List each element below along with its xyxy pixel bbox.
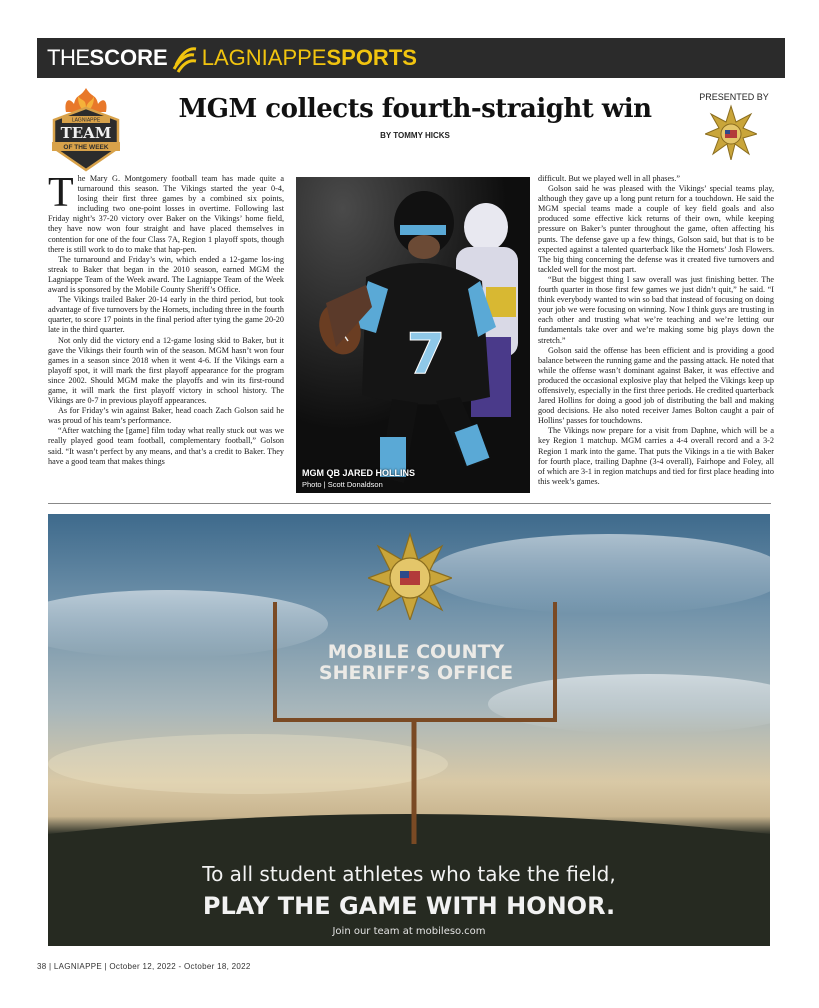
paragraph: The Vikings trailed Baker 20-14 early in the third period, but took advantage of five turnovers by the Hornets, including three in the fourth quarter, to score 17 points in the final period after tying the game 20-20 late in the third quarter. <box>48 295 285 335</box>
drop-cap: T <box>48 170 74 216</box>
jersey-number: 7 <box>406 322 446 387</box>
presented-by-label: PRESENTED BY <box>699 92 769 102</box>
article-column-2 <box>538 174 774 487</box>
photo-credit: Photo | Scott Donaldson <box>302 480 383 489</box>
banner-sports: SPORTS <box>326 45 417 70</box>
article-column-1 <box>48 170 285 467</box>
paragraph: The Mary G. Montgomery football team has made quite a turnaround this season. The Vikings started the year 0-4, losing their first three games by a combined six points, including two one-point losses in overtime. Following last Friday night’s 37-20 victory over Baker on the Vikings’ home field, they have now won four straight and have placed themselves in contention for one of the four Class 7A, Region 1 playoff spots, though there is still work to do to make that hap-pen. <box>48 170 284 254</box>
sheriff-star-icon <box>705 104 757 160</box>
ad-title: MOBILE COUNTY SHERIFF’S OFFICE <box>318 641 514 684</box>
paragraph: difficult. But we played well in all phases.” <box>538 174 680 183</box>
paragraph: The turnaround and Friday’s win, which ended a 12-game los-ing streak to Baker that began in the 2010 season, earned MGM the Lagniappe Team of the Week award. The Lagniappe Team of the Week award is sponsored by the Mobile County Sheriff’s Office. <box>48 254 284 295</box>
article-photo <box>296 177 530 493</box>
banner-lagniappe: LAGNIAPPE <box>201 45 327 70</box>
team-of-the-week-badge <box>46 86 126 172</box>
photo-caption: MGM QB JARED HOLLINS <box>302 468 416 478</box>
section-banner <box>37 38 785 78</box>
divider <box>48 503 771 504</box>
sheriff-office-ad <box>48 514 770 946</box>
paragraph: Not only did the victory end a 12-game losing skid to Baker, but it gave the Vikings their fourth win of the season. MGM hasn’t won four games in a season since 2018 when it went 4-6. If the Vikings earn a playoff spot, it will mark the first playoff appearance for the program since 2002. Should MGM make the playoffs and win its first-round game, it will mark the first playoff victory in school history. The Vikings are 0-7 in previous playoff appearances. <box>48 335 284 406</box>
badge-team-label: TEAM <box>60 124 112 142</box>
ad-tagline: To all student athletes who take the field, <box>202 862 616 886</box>
banner-the: THE <box>47 45 90 70</box>
page-footer: 38 | LAGNIAPPE | October 12, 2022 - October 18, 2022 <box>37 962 251 971</box>
paragraph: “After watching the [game] film today what really stuck out was we really played good team football, complementary football,” Golson said. “It wasn’t perfect by any means, and that’s a credit to Baker. They have a good team that makes things <box>48 426 284 466</box>
banner-score: SCORE <box>89 45 168 70</box>
badge-top-label: LAGNIAPPE <box>71 117 101 124</box>
ad-url[interactable]: Join our team at mobileso.com <box>332 926 486 937</box>
badge-week-label: OF THE WEEK <box>63 144 109 151</box>
paragraph: As for Friday’s win against Baker, head coach Zach Golson said he was proud of his team’s performance. <box>48 406 284 426</box>
paragraph: “But the biggest thing I saw overall was just finishing better. The fourth quarter in those first few games we just didn’t quit,” he said. “I think everybody wanted to win so bad that instead of focusing on doing your job we were focusing on winning. Now I think guys are trusting in each other and trusting what we’re teaching and we’re letting our fundamentals take over and we’re making some big plays down the stretch.” <box>538 274 774 345</box>
paragraph: The Vikings now prepare for a visit from Daphne, which will be a key Region 1 matchup. MGM carries a 4-4 overall record and a 3-2 Region 1 mark into the game. That puts the Vikings in a tie with Baker for fourth place, trailing Daphne (3-4 overall), Fairhope and Foley, all of which are 3-1 in region matchups and tied for first place heading into this week’s games. <box>538 426 774 486</box>
football-player-image <box>296 177 530 493</box>
swoosh-logo-icon <box>172 43 198 73</box>
ad-slogan: PLAY THE GAME WITH HONOR. <box>202 892 616 920</box>
paragraph: Golson said the offense has been efficient and is providing a good balance between the running game and the passing attack. He noted that while the offense wasn’t dominant against Baker, it was effective and produced the occasional explosive play that helped the Vikings keep up offensively, especially in the first three periods. He credited quarterback Jared Hollins for doing a good job of distributing the ball and making good decisions. He also noted receiver James Bolton caught a pair of Hollins’ passes for touchdowns. <box>538 345 774 426</box>
sheriff-badge-icon <box>368 532 452 620</box>
paragraph: Golson said he was pleased with the Vikings’ special teams play, although they gave up a long punt return for a touchdown. He said the MGM special teams made a couple of key field goals and also produced some effective kick returns of their own, while keeping pressure on Baker’s punter throughout the game, often affecting his punts. The defense gave up a few things, Golson said, but that is to be expected against a talented quarterback like the Hornets’ Josh Flowers. The big thing concerning the defense was it created five turnovers and tackled well for the most part. <box>538 184 774 274</box>
article-byline: BY TOMMY HICKS <box>380 131 450 140</box>
article-headline: MGM collects fourth-straight win <box>178 94 652 124</box>
